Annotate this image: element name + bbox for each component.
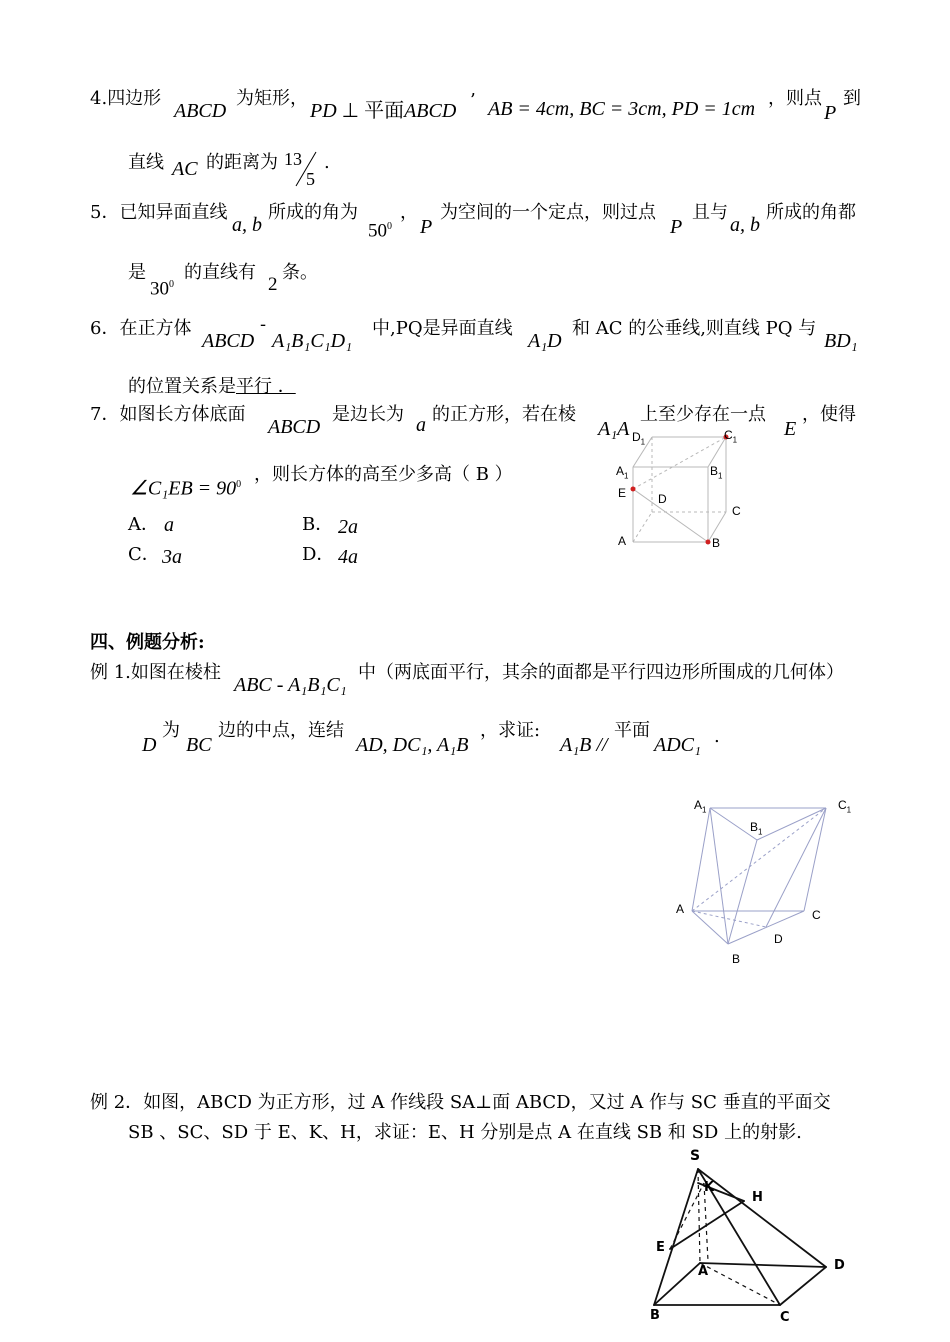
q5-p2: P bbox=[670, 216, 683, 238]
ex1-label-a1: $A_1$ bbox=[694, 798, 707, 815]
q4-text4: 到 bbox=[843, 88, 861, 109]
q7-text: 如图长方体底面 bbox=[119, 404, 246, 425]
ex1-line1 bbox=[90, 662, 221, 684]
ex1-text: 如图在棱柱 bbox=[130, 662, 221, 683]
q5-p: P bbox=[420, 216, 433, 238]
q4-answer-denominator: 5 bbox=[306, 169, 315, 189]
q5-line1 bbox=[90, 202, 227, 224]
q7-text3: 的正方形，若在棱 bbox=[432, 404, 576, 425]
q6-line2-text: 的位置关系是 bbox=[128, 376, 236, 397]
ex2-label-c: C bbox=[780, 1310, 790, 1325]
ex2-label-s: S bbox=[690, 1148, 701, 1164]
ex1-bc: BC bbox=[186, 734, 212, 756]
q5-line2b: 的直线有 bbox=[184, 262, 256, 283]
q7-text4: 上至少存在一点 bbox=[640, 404, 766, 425]
q6-dash: - bbox=[260, 314, 267, 335]
q5-number: 5． bbox=[90, 202, 120, 223]
ex2-line1 bbox=[90, 1092, 831, 1114]
q5-ab2: a, b bbox=[730, 214, 760, 236]
q4-comma: ’ bbox=[470, 90, 476, 111]
q5-text4: 为空间的一个定点，则过点 bbox=[440, 202, 656, 223]
ex1-label-a: A bbox=[676, 902, 685, 916]
q7-label-c1: $C_1$ bbox=[724, 428, 738, 445]
q6-line2 bbox=[128, 376, 296, 398]
q7-angle: ∠C₁EB = $90^0$ bbox=[130, 477, 242, 500]
q5-answer: 2 bbox=[268, 274, 278, 295]
fraction-slash bbox=[292, 150, 322, 190]
q6-bd1: BD₁ bbox=[824, 330, 858, 352]
ex2-label-a: A bbox=[698, 1264, 709, 1279]
ex2-label-h: H bbox=[752, 1190, 763, 1205]
q7-text2: 是边长为 bbox=[332, 404, 404, 425]
ex1-adc1: ADC₁ bbox=[654, 734, 701, 756]
ex1-a1b: A₁B // bbox=[560, 734, 608, 756]
q4-lengths: AB = 4cm, BC = 3cm, PD = 1cm bbox=[488, 98, 756, 120]
q5-text5: 且与 bbox=[692, 202, 728, 223]
q7-label-b: B bbox=[712, 536, 721, 550]
q7-e: E bbox=[784, 418, 797, 440]
q5-text2: 所成的角为 bbox=[268, 202, 358, 223]
q7-text5: ，使得 bbox=[802, 404, 856, 425]
q7-label-e: E bbox=[618, 486, 627, 500]
q4-text3: ，则点 bbox=[768, 88, 822, 109]
q6-text3: 和 AC 的公垂线,则直线 PQ 与 bbox=[572, 318, 817, 339]
ex2-label-d: D bbox=[834, 1258, 845, 1273]
q7-option-b[interactable]: B． bbox=[302, 514, 334, 535]
q7-option-a-value: a bbox=[164, 514, 174, 536]
q7-label-d: D bbox=[658, 492, 667, 506]
ex1-period: . bbox=[714, 726, 720, 747]
ex1-label-b1: $B_1$ bbox=[750, 820, 763, 837]
q5-text6: 所成的角都 bbox=[766, 202, 856, 223]
ex1-text5: ，求证: bbox=[480, 720, 541, 741]
q4-line2b: 的距离为 bbox=[206, 152, 278, 173]
q4-text2: 为矩形， bbox=[236, 88, 308, 109]
ex1-text2: 中（两底面平行，其余的面都是平行四边形所围成的几何体） bbox=[358, 662, 844, 683]
q6-text: 在正方体 bbox=[119, 318, 192, 339]
ex1-prism: ABC - A₁B₁C₁ bbox=[234, 674, 347, 696]
ex1-label-b: B bbox=[732, 952, 741, 966]
ex2-label-e: E bbox=[656, 1240, 665, 1255]
q4-answer-numerator: 13 bbox=[284, 149, 302, 169]
q4-line2a: 直线 bbox=[128, 152, 164, 173]
q4-abcd: ABCD bbox=[174, 100, 227, 122]
q7-label-d1: $D_1$ bbox=[632, 430, 646, 447]
ex2-line2: SB 、SC、SD 于 E、K、H，求证：E、H 分别是点 A 在直线 SB 和 SD 上的射影. bbox=[128, 1122, 802, 1143]
q6-answer: 平行 ． bbox=[236, 376, 296, 397]
q7-label-a1: $A_1$ bbox=[616, 464, 629, 481]
q4-ac: AC bbox=[172, 158, 198, 180]
q7-label-c: C bbox=[732, 504, 741, 518]
q7-option-d[interactable]: D． bbox=[302, 544, 335, 565]
q5-line2a: 是 bbox=[128, 262, 146, 283]
ex1-text3: 为 bbox=[162, 720, 180, 741]
q7-option-d-value: 4a bbox=[338, 546, 358, 568]
ex1-segments: AD, DC₁, A₁B bbox=[356, 734, 469, 756]
q5-text: 已知异面直线 bbox=[119, 202, 228, 223]
q5-angle2: $30^0$ bbox=[150, 278, 174, 300]
q4-point-p: P bbox=[824, 102, 837, 124]
q4-text: 四边形 bbox=[107, 88, 162, 109]
q6-text2: 中,PQ是异面直线 bbox=[372, 318, 513, 339]
q7-label-a: A bbox=[618, 534, 627, 548]
q5-line2c: 条。 bbox=[282, 262, 318, 283]
q4-period: . bbox=[324, 152, 330, 173]
q6-a1d: A₁D bbox=[528, 330, 562, 352]
q7-text6: ，则长方体的高至少多高（ B ） bbox=[254, 464, 513, 485]
ex1-d: D bbox=[142, 734, 157, 756]
q7-cuboid-figure bbox=[610, 425, 750, 555]
ex1-label: 例 1. bbox=[90, 662, 131, 683]
q7-option-c-value: 3a bbox=[162, 546, 182, 568]
q6-abcd: ABCD bbox=[202, 330, 255, 352]
q5-text3: ， bbox=[400, 202, 418, 223]
q5-angle: $50^0$ bbox=[368, 220, 392, 242]
q6-number: 6． bbox=[90, 318, 120, 339]
section-title: 四、例题分析: bbox=[90, 632, 205, 653]
point-e-dot bbox=[631, 487, 636, 492]
q7-option-c[interactable]: C． bbox=[128, 544, 160, 565]
ex2-pyramid-figure bbox=[640, 1145, 860, 1335]
q7-option-a[interactable]: A． bbox=[128, 514, 159, 535]
point-b-dot bbox=[706, 540, 711, 545]
ex2-label: 例 2． bbox=[90, 1092, 144, 1113]
q7-option-b-value: 2a bbox=[338, 516, 358, 538]
ex2-label-b: B bbox=[650, 1308, 660, 1323]
ex1-label-d: D bbox=[774, 932, 783, 946]
q7-number: 7． bbox=[90, 404, 120, 425]
q7-a: a bbox=[416, 414, 426, 436]
ex1-text6: 平面 bbox=[614, 720, 650, 741]
ex1-label-c1: $C_1$ bbox=[838, 798, 852, 815]
q4-line1 bbox=[90, 88, 161, 110]
ex2-text1: 如图，ABCD 为正方形，过 A 作线段 SA⊥面 ABCD，又过 A 作与 SC 垂直的平面交 bbox=[143, 1092, 831, 1113]
ex1-label-c: C bbox=[812, 908, 821, 922]
ex1-text4: 边的中点，连结 bbox=[218, 720, 344, 741]
q7-abcd: ABCD bbox=[268, 416, 321, 438]
q6-line1 bbox=[90, 318, 191, 340]
ex2-label-k: K bbox=[704, 1180, 715, 1195]
q7-a1a: A₁A bbox=[598, 418, 630, 440]
q7-line1 bbox=[90, 404, 245, 426]
q5-ab: a, b bbox=[232, 214, 262, 236]
q4-condition: PD ⊥ 平面ABCD bbox=[310, 100, 457, 122]
q6-a1b1c1d1: A₁B₁C₁D₁ bbox=[272, 330, 353, 352]
q4-number: 4. bbox=[90, 88, 108, 109]
q7-label-b1: $B_1$ bbox=[710, 464, 723, 481]
